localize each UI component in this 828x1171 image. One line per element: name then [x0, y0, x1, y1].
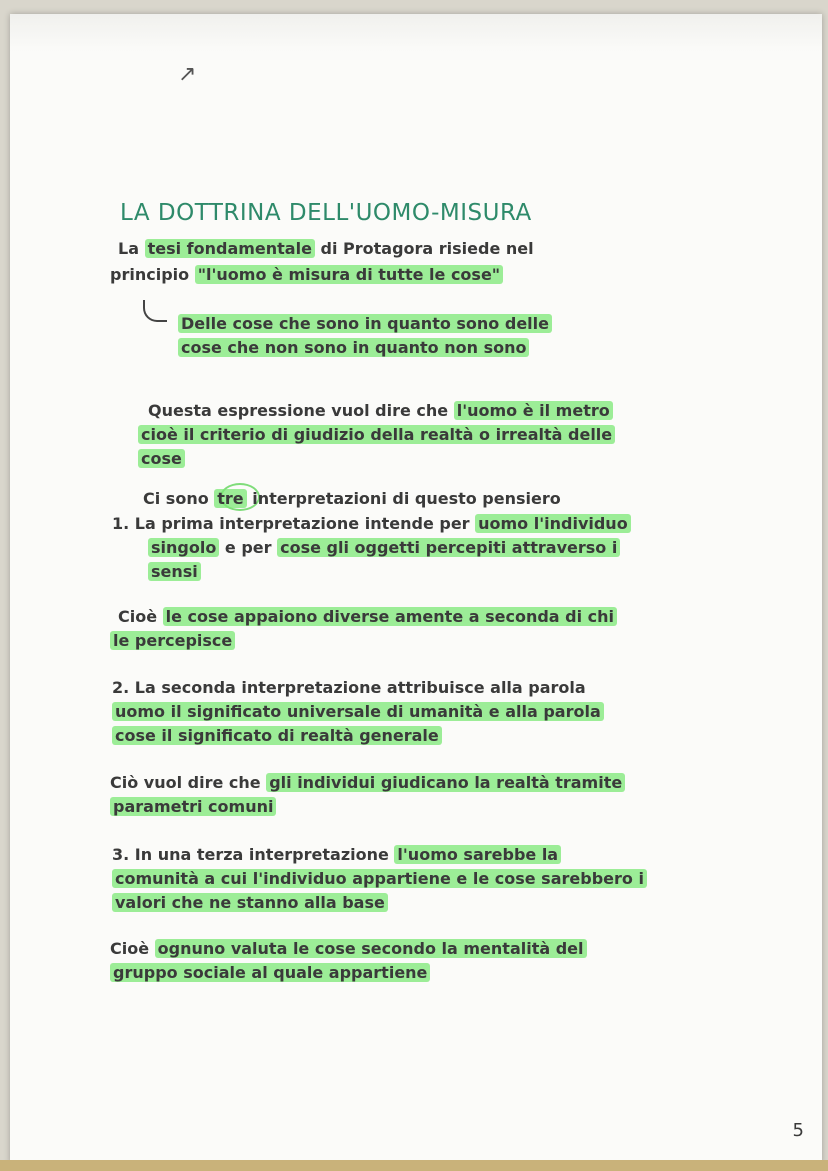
text-line — [143, 488, 561, 510]
text-line — [148, 561, 201, 583]
highlighted-text: cose che non sono in quanto non sono — [178, 338, 529, 357]
text-line — [110, 630, 235, 652]
highlighted-text: le cose appaiono diverse amente a seconda di chi — [163, 607, 617, 626]
text-line — [138, 424, 615, 446]
highlighted-text: le percepisce — [110, 631, 235, 650]
plain-text: interpretazioni di questo pensiero — [246, 489, 561, 508]
text-line — [110, 796, 276, 818]
plain-text: principio — [110, 265, 195, 284]
highlighted-text: tre — [214, 489, 246, 508]
plain-text: e per — [219, 538, 278, 557]
plain-text: Cioè — [118, 607, 163, 626]
highlighted-text: comunità a cui l'individuo appartiene e le cose sarebbero i — [112, 869, 647, 888]
plain-text: 3. In una terza interpretazione — [112, 845, 395, 864]
desk-surface — [0, 1160, 828, 1171]
text-line — [110, 772, 625, 794]
highlighted-text: tesi fondamentale — [145, 239, 315, 258]
highlighted-text: singolo — [148, 538, 219, 557]
highlighted-text: parametri comuni — [110, 797, 276, 816]
plain-text: Cioè — [110, 939, 155, 958]
text-line — [178, 337, 529, 359]
highlighted-text: gruppo sociale al quale appartiene — [110, 963, 430, 982]
text-line — [118, 238, 534, 260]
sheet-top-edge — [10, 14, 822, 52]
highlighted-text: cose il significato di realtà generale — [112, 726, 442, 745]
text-line — [148, 400, 613, 422]
text-line — [112, 844, 561, 866]
highlighted-text: cioè il criterio di giudizio della realtà o irrealtà delle — [138, 425, 615, 444]
highlighted-text: uomo il significato universale di umanità e alla parola — [112, 702, 604, 721]
plain-text: Ci sono — [143, 489, 215, 508]
plain-text: di Protagora risiede nel — [314, 239, 534, 258]
plain-text: Questa espressione vuol dire che — [148, 401, 454, 420]
plain-text: 2. La seconda interpretazione attribuisce alla parola — [112, 678, 586, 697]
text-line — [148, 537, 620, 559]
page-number: 5 — [792, 1120, 804, 1141]
highlighted-text: l'uomo sarebbe la — [394, 845, 561, 864]
paper-sheet — [10, 14, 822, 1164]
plain-text: Ciò vuol dire che — [110, 773, 267, 792]
text-line — [178, 313, 552, 335]
text-line — [112, 868, 647, 890]
highlighted-text: cose — [138, 449, 185, 468]
text-line — [110, 938, 587, 960]
highlighted-text: sensi — [148, 562, 201, 581]
document-title: LA DOTTRINA DELL'UOMO-MISURA — [120, 200, 532, 226]
text-line — [110, 264, 503, 286]
highlighted-text: valori che ne stanno alla base — [112, 893, 388, 912]
text-line — [112, 892, 388, 914]
highlighted-text: "l'uomo è misura di tutte le cose" — [195, 265, 503, 284]
pen-mark: ↗ — [178, 62, 197, 87]
plain-text: 1. La prima interpretazione intende per — [112, 514, 476, 533]
plain-text: La — [118, 239, 145, 258]
text-line — [112, 701, 604, 723]
text-line — [112, 677, 586, 699]
text-line — [138, 448, 185, 470]
highlighted-text: Delle cose che sono in quanto sono delle — [178, 314, 552, 333]
highlighted-text: ognuno valuta le cose secondo la mentalità del — [155, 939, 587, 958]
text-line — [118, 606, 617, 628]
highlighted-text: l'uomo è il metro — [454, 401, 613, 420]
highlighted-text: cose gli oggetti percepiti attraverso i — [277, 538, 620, 557]
text-line — [112, 725, 442, 747]
highlighted-text: uomo l'individuo — [475, 514, 631, 533]
text-line — [110, 962, 430, 984]
text-line — [112, 513, 631, 535]
highlighted-text: gli individui giudicano la realtà tramite — [266, 773, 625, 792]
